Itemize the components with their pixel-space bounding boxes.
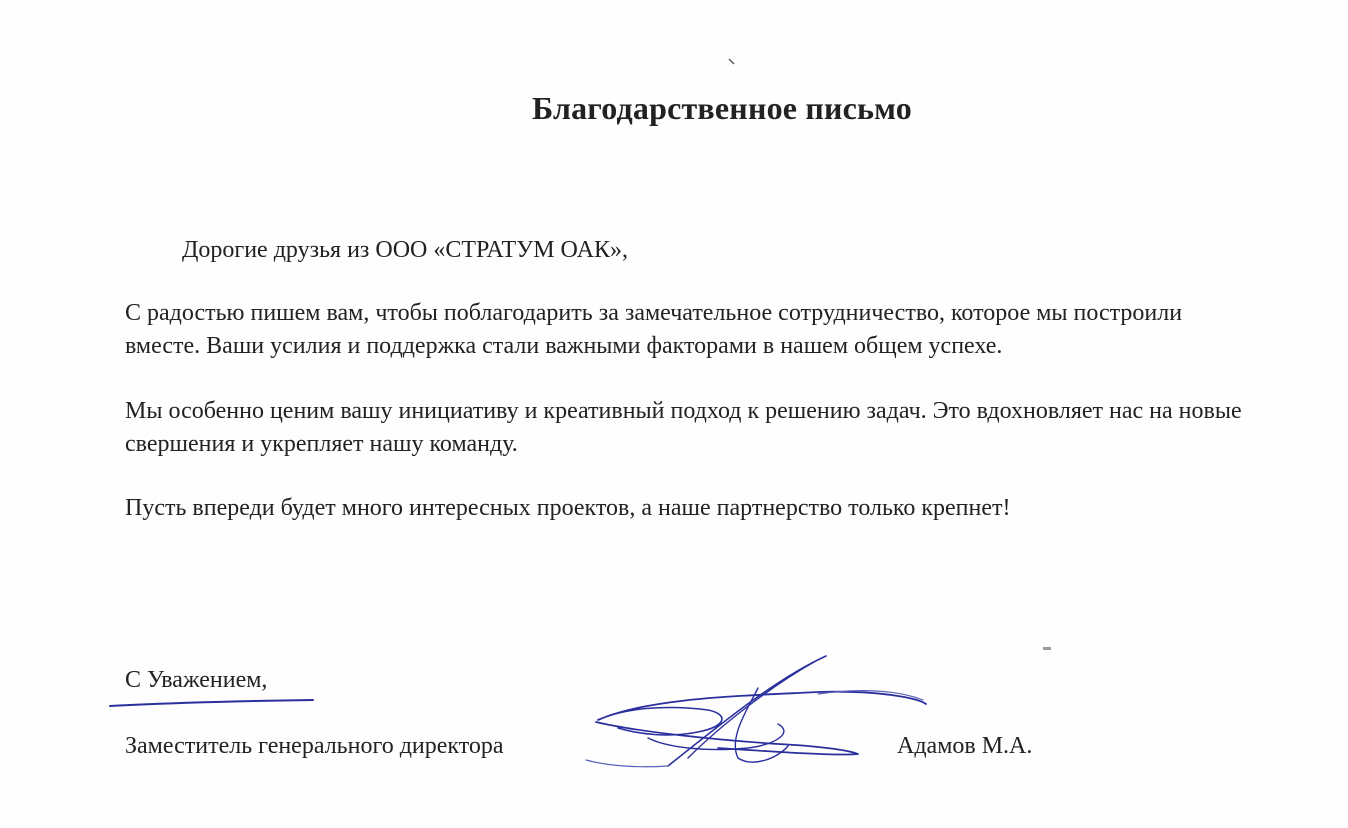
handwritten-underline xyxy=(108,696,318,712)
letter-closing: С Уважением, xyxy=(125,667,268,693)
paper-speck xyxy=(728,58,736,66)
letter-title: Благодарственное письмо xyxy=(532,90,912,126)
handwritten-signature xyxy=(578,648,938,778)
paper-mark xyxy=(1043,647,1051,650)
letter-paragraph-2: Мы особенно ценим вашу инициативу и креативный подход к решению задач. Это вдохновляет нас на новые свершения и укрепляет нашу команду. xyxy=(125,398,1242,457)
letter-greeting: Дорогие друзья из ООО «СТРАТУМ ОАК», xyxy=(182,237,629,263)
letter-paragraph-1: С радостью пишем вам, чтобы поблагодарить за замечательное сотрудничество, которое мы построили вместе. Ваши усилия и поддержка стали важными факторами в нашем общем успехе. xyxy=(125,300,1183,359)
signer-name: Адамов М.А. xyxy=(897,733,1033,759)
letter-paragraph-3: Пусть впереди будет много интересных проектов, а наше партнерство только крепнет! xyxy=(125,495,1011,521)
signer-position: Заместитель генерального директора xyxy=(125,733,504,759)
